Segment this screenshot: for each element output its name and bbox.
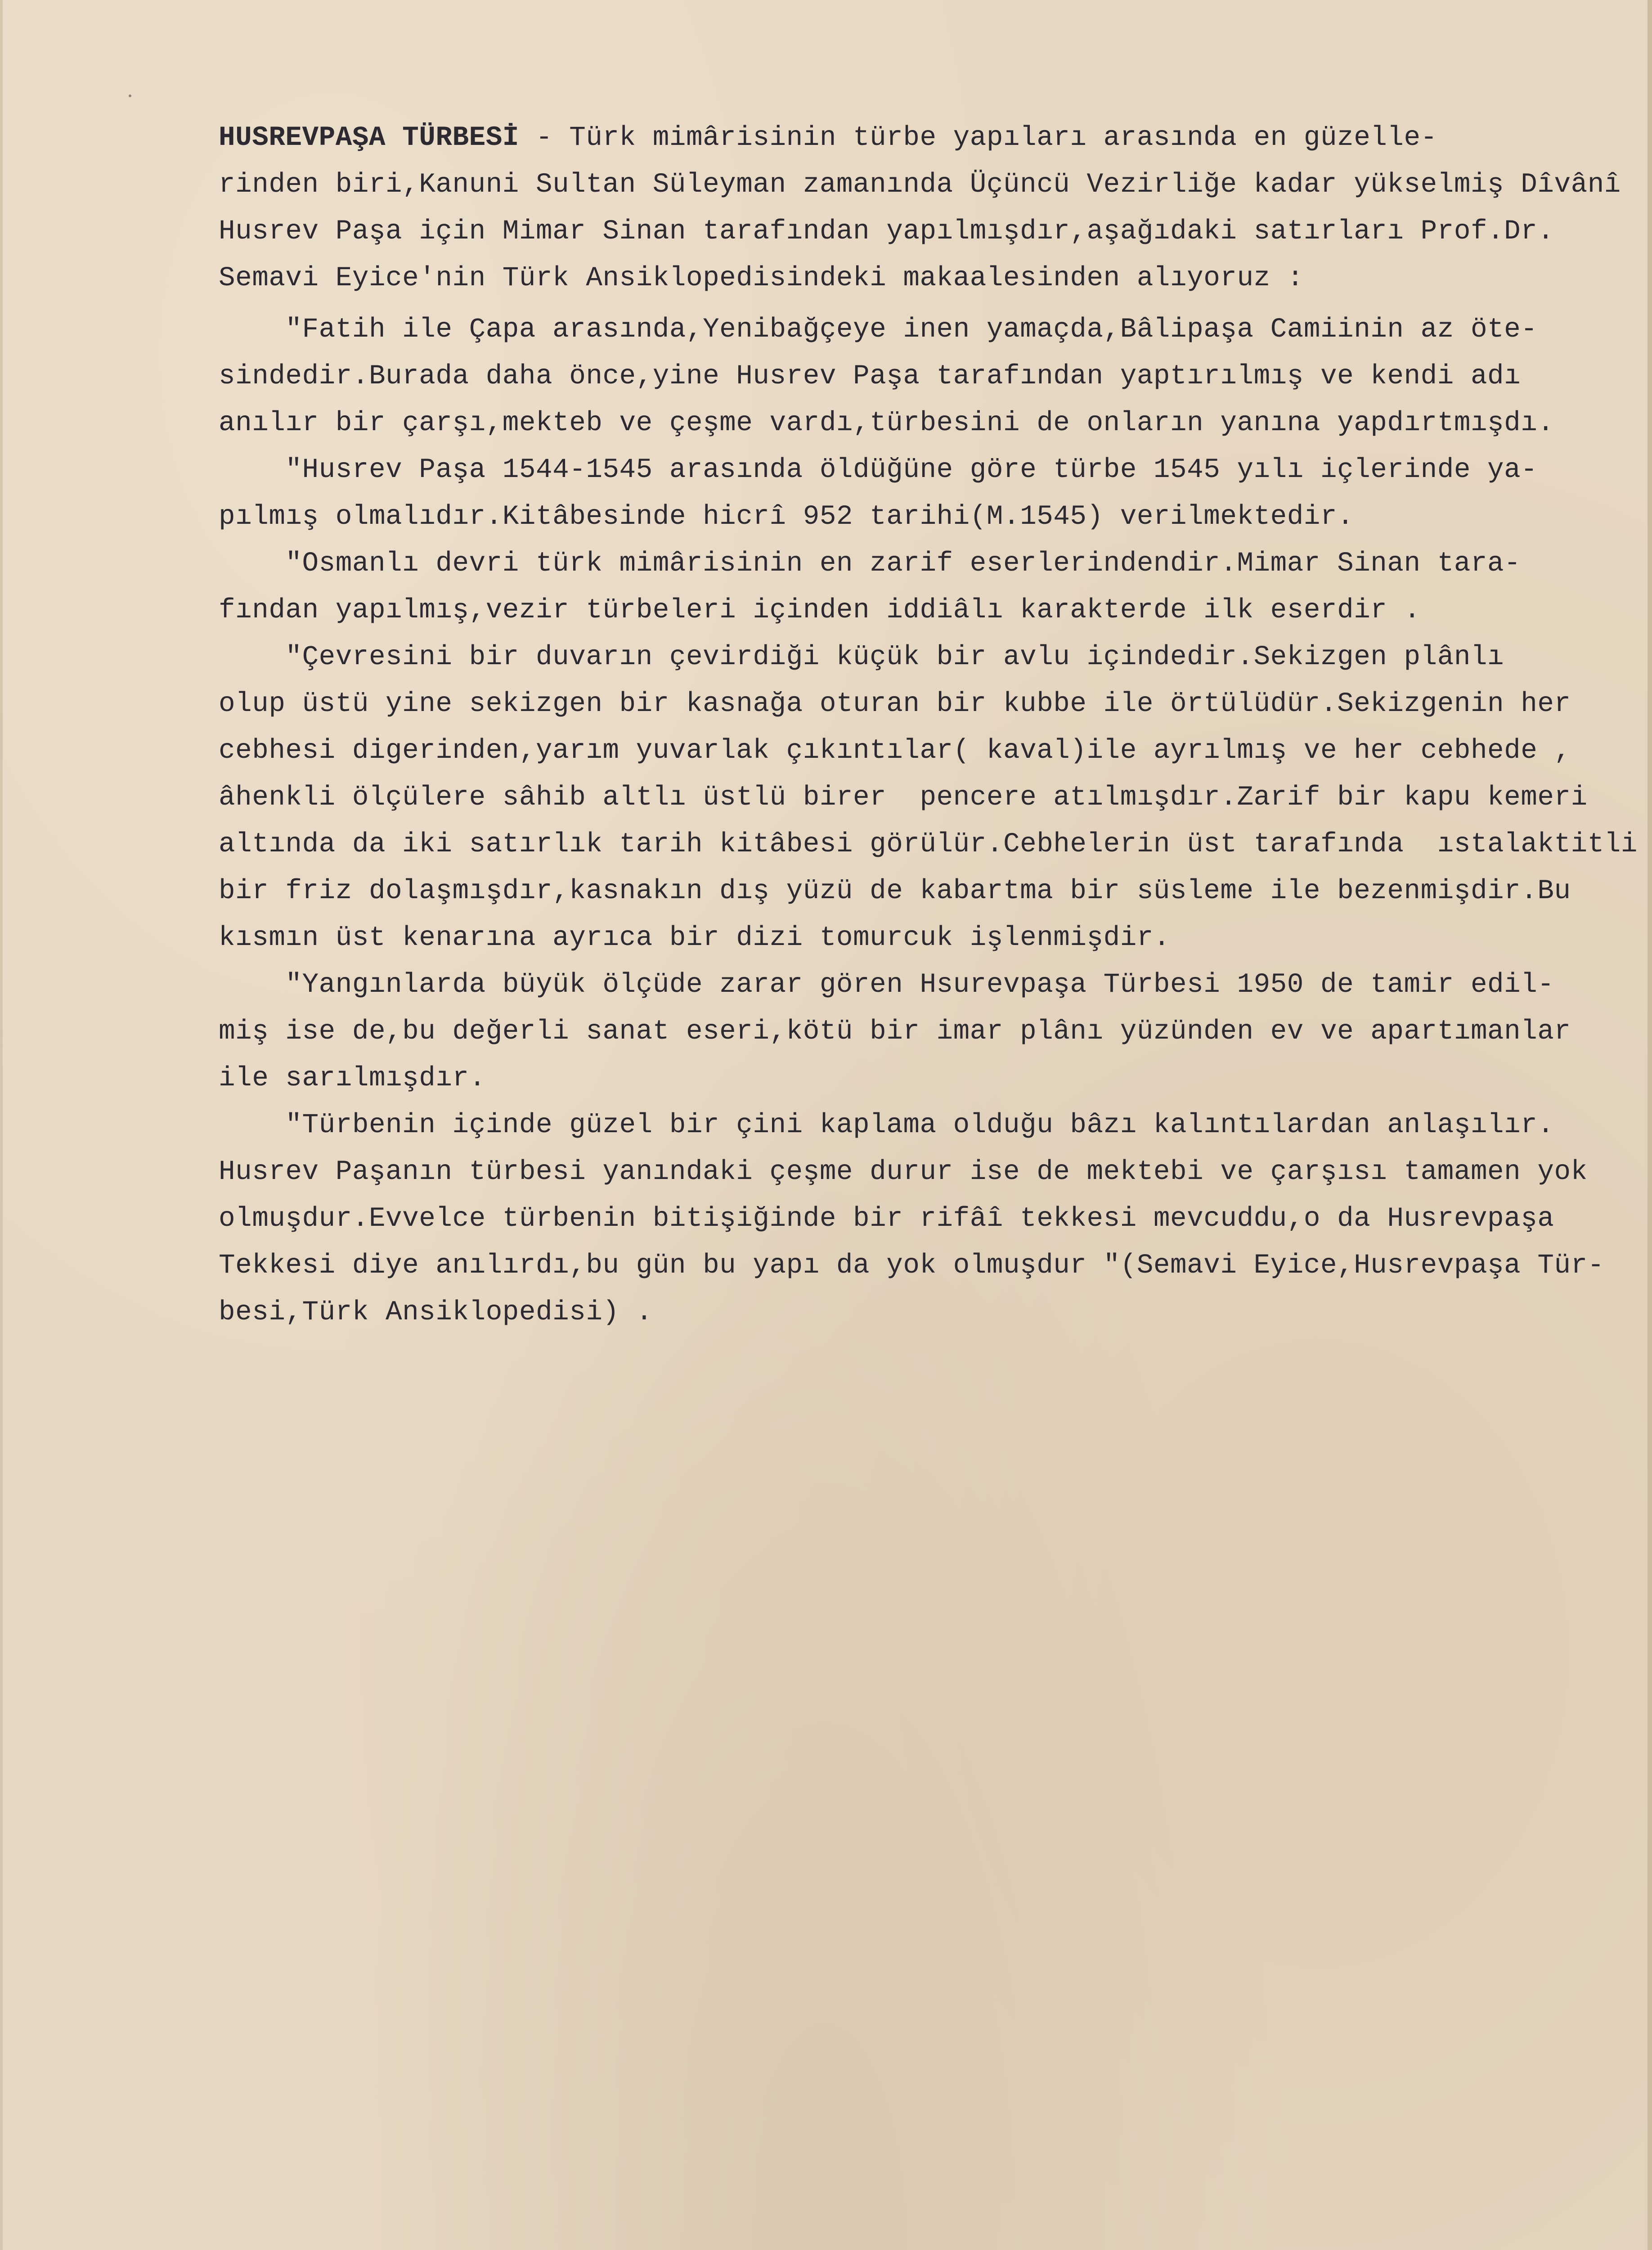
text-line: altında da iki satırlık tarih kitâbesi görülür.Cebhelerin üst tarafında ıstalaktitli [219, 829, 1638, 860]
text-line: "Türbenin içinde güzel bir çini kaplama olduğu bâzı kalıntılardan anlaşılır. [219, 1110, 1554, 1141]
text-line: olmuşdur.Evvelce türbenin bitişiğinde bir rifâî tekkesi mevcuddu,o da Husrevpaşa [219, 1203, 1554, 1234]
text-line: Semavi Eyice'nin Türk Ansiklopedisindeki makaalesinden alıyoruz : [219, 263, 1304, 294]
text-line: rinden biri,Kanuni Sultan Süleyman zamanında Üçüncü Vezirliğe kadar yükselmiş Dîvânî [219, 169, 1621, 200]
text-line: besi,Türk Ansiklopedisi) . [219, 1297, 653, 1328]
text-line: cebhesi digerinden,yarım yuvarlak çıkıntılar( kaval)ile ayrılmış ve her cebhede , [219, 735, 1571, 766]
text-line: "Çevresini bir duvarın çevirdiği küçük bir avlu içindedir.Sekizgen plânlı [219, 642, 1504, 673]
heading-line [219, 115, 1622, 162]
text-line: fından yapılmış,vezir türbeleri içinden iddiâlı karakterde ilk eserdir . [219, 595, 1421, 626]
document-title: HUSREVPAŞA TÜRBESİ [219, 122, 519, 153]
text-line: "Osmanlı devri türk mimârisinin en zarif eserlerindendir.Mimar Sinan tara- [219, 548, 1521, 579]
text-line: Tekkesi diye anılırdı,bu gün bu yapı da yok olmuşdur "(Semavi Eyice,Husrevpaşa Tür- [219, 1250, 1604, 1281]
text-line: kısmın üst kenarına ayrıca bir dizi tomurcuk işlenmişdir. [219, 922, 1171, 954]
text-line: "Yangınlarda büyük ölçüde zarar gören Hsurevpaşa Türbesi 1950 de tamir edil- [219, 969, 1554, 1000]
text-line: olup üstü yine sekizgen bir kasnağa oturan bir kubbe ile örtülüdür.Sekizgenin her [219, 688, 1571, 720]
text-line: Husrev Paşanın türbesi yanındaki çeşme durur ise de mektebi ve çarşısı tamamen yok [219, 1156, 1588, 1188]
text-line: "Fatih ile Çapa arasında,Yenibağçeye inen yamaçda,Bâlipaşa Camiinin az öte- [219, 314, 1538, 345]
text-line: anılır bir çarşı,mekteb ve çeşme vardı,türbesini de onların yanına yapdırtmışdı. [219, 408, 1554, 439]
heading-continuation: - Türk mimârisinin türbe yapıları arasında en güzelle- [519, 122, 1437, 153]
text-line: Husrev Paşa için Mimar Sinan tarafından yapılmışdır,aşağıdaki satırları Prof.Dr. [219, 216, 1554, 247]
text-line: sindedir.Burada daha önce,yine Husrev Paşa tarafından yaptırılmış ve kendi adı [219, 361, 1521, 392]
typewritten-text [219, 115, 1638, 1336]
text-line: pılmış olmalıdır.Kitâbesinde hicrî 952 tarihi(M.1545) verilmektedir. [219, 501, 1354, 532]
text-line: âhenkli ölçülere sâhib altlı üstlü birer pencere atılmışdır.Zarif bir kapu kemeri [219, 782, 1588, 813]
text-line: ile sarılmışdır. [219, 1063, 486, 1094]
paragraph-gap [219, 302, 1622, 306]
text-line: bir friz dolaşmışdır,kasnakın dış yüzü de kabartma bir süsleme ile bezenmişdir.Bu [219, 876, 1571, 907]
text-line: miş ise de,bu değerli sanat eseri,kötü bir imar plânı yüzünden ev ve apartımanlar [219, 1016, 1571, 1047]
margin-dot [129, 94, 131, 97]
text-line: "Husrev Paşa 1544-1545 arasında öldüğüne göre türbe 1545 yılı içlerinde ya- [219, 454, 1538, 486]
